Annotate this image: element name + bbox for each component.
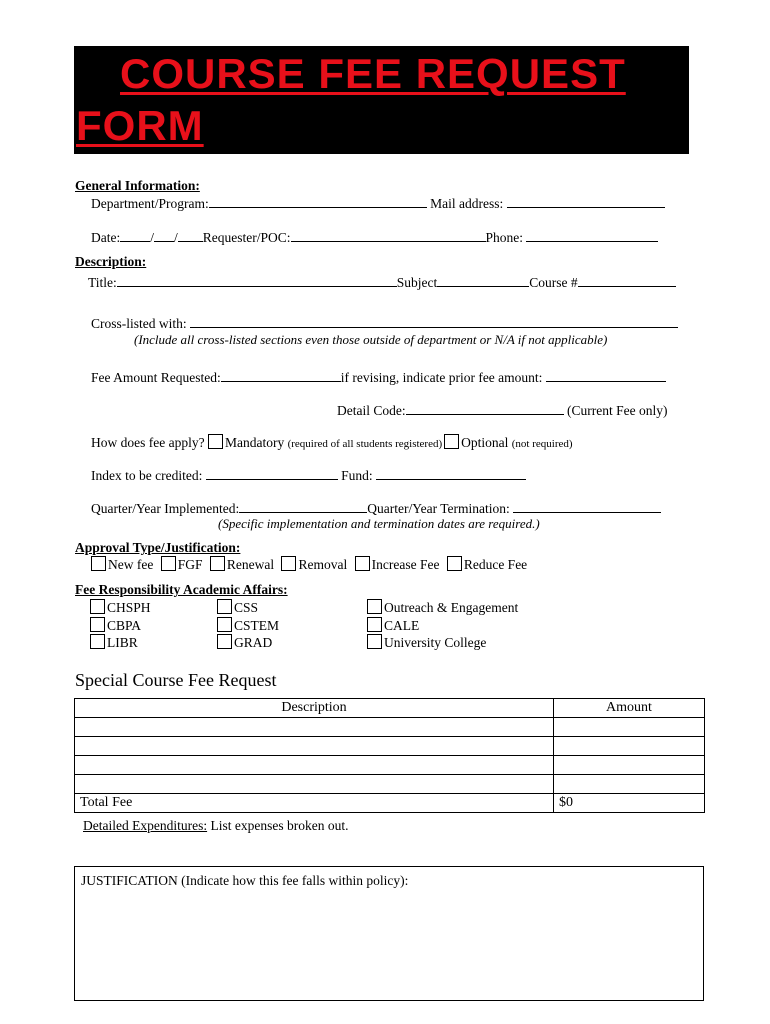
description-heading: Description: [75,254,147,269]
mandatory-note: (required of all students registered) [287,438,443,450]
fee-table [74,698,705,813]
mail-address-label: Mail address: [430,196,504,211]
table-row [75,737,705,756]
department-field[interactable] [209,195,427,208]
form-title-line1: COURSE FEE REQUEST [120,50,626,97]
total-fee-label: Total Fee [75,794,554,813]
detail-code-row [337,402,667,419]
renewal-checkbox[interactable] [210,556,225,571]
fee-apply-label: How does fee apply? [91,435,205,450]
quarter-termination-field[interactable] [513,500,661,513]
fee-amount-field[interactable] [221,369,341,382]
detailed-expenditures [83,818,348,834]
department-row [91,195,665,212]
quarter-year-note: (Specific implementation and termination dates are required.) [218,516,540,531]
date-separator: / [174,230,178,245]
title-row [88,274,676,291]
crosslisted-field[interactable] [190,315,678,328]
libr-checkbox[interactable] [90,634,105,649]
css-label: CSS [234,600,259,615]
date-month-field[interactable] [120,229,150,242]
new-fee-label: New fee [108,557,154,572]
total-row [75,794,705,813]
chsph-label: CHSPH [107,600,151,615]
description-cell[interactable] [75,756,554,775]
justification-box[interactable] [74,866,704,1001]
total-fee-value: $0 [554,794,705,813]
mail-address-field[interactable] [507,195,665,208]
grad-checkbox[interactable] [217,634,232,649]
course-number-label: Course # [529,275,578,290]
crosslisted-row [91,315,678,332]
responsibility-col3 [367,599,518,652]
course-number-field[interactable] [578,274,676,287]
chsph-checkbox[interactable] [90,599,105,614]
description-cell[interactable] [75,775,554,794]
special-fee-heading: Special Course Fee Request [75,670,277,690]
subject-label: Subject [396,275,438,290]
requester-label: Requester/POC: [202,230,291,245]
prior-fee-field[interactable] [546,369,666,382]
cbpa-label: CBPA [107,617,142,633]
date-row [91,229,658,246]
optional-note: (not required) [511,438,573,450]
grad-label: GRAD [234,635,273,650]
amount-cell[interactable] [554,737,705,756]
fee-amount-label: Fee Amount Requested: [91,370,221,385]
new-fee-checkbox[interactable] [91,556,106,571]
detailed-expenditures-text: List expenses broken out. [210,818,349,833]
approval-heading: Approval Type/Justification: [75,540,241,555]
department-label: Department/Program: [91,196,209,211]
optional-label: Optional [461,435,509,450]
fgf-checkbox[interactable] [161,556,176,571]
general-info-heading: General Information: [75,178,200,193]
table-row [75,718,705,737]
detail-code-note: (Current Fee only) [566,403,668,418]
amount-column-header: Amount [554,699,705,718]
prior-fee-label: if revising, indicate prior fee amount: [340,370,543,385]
date-day-field[interactable] [154,229,174,242]
cale-checkbox[interactable] [367,617,382,632]
title-field[interactable] [117,274,397,287]
renewal-label: Renewal [226,557,275,572]
description-cell[interactable] [75,718,554,737]
fee-apply-row [91,434,573,451]
index-field[interactable] [206,467,338,480]
outreach-label: Outreach & Engagement [384,600,519,615]
table-row [75,775,705,794]
detail-code-label: Detail Code: [337,403,406,418]
amount-cell[interactable] [554,756,705,775]
date-label: Date: [91,230,121,245]
detailed-expenditures-label: Detailed Expenditures: [83,818,208,833]
fgf-label: FGF [177,557,203,572]
crosslisted-note: (Include all cross-listed sections even those outside of department or N/A if not applicable) [134,332,608,347]
libr-label: LIBR [107,635,138,650]
increase-fee-label: Increase Fee [371,557,440,572]
cbpa-checkbox[interactable] [90,617,105,632]
phone-label: Phone: [485,230,524,245]
amount-cell[interactable] [554,718,705,737]
mandatory-checkbox[interactable] [208,434,223,449]
outreach-checkbox[interactable] [367,599,382,614]
description-column-header: Description [75,699,554,718]
cale-label: CALE [384,617,420,633]
date-year-field[interactable] [178,229,203,242]
detail-code-field[interactable] [406,402,564,415]
fee-amount-row [91,369,666,386]
phone-field[interactable] [526,229,658,242]
removal-checkbox[interactable] [281,556,296,571]
reduce-fee-checkbox[interactable] [447,556,462,571]
cstem-checkbox[interactable] [217,617,232,632]
requester-field[interactable] [291,229,486,242]
title-label: Title: [88,275,117,290]
description-cell[interactable] [75,737,554,756]
amount-cell[interactable] [554,775,705,794]
crosslisted-label: Cross-listed with: [91,316,187,331]
quarter-implemented-field[interactable] [239,500,367,513]
table-row [75,756,705,775]
fund-field[interactable] [376,467,526,480]
removal-label: Removal [298,557,348,572]
quarter-year-row [91,500,661,517]
responsibility-col2 [217,599,279,652]
quarter-termination-label: Quarter/Year Termination: [367,501,510,516]
fund-label: Fund: [341,468,373,483]
cstem-label: CSTEM [234,617,280,633]
reduce-fee-label: Reduce Fee [463,557,528,572]
university-college-label: University College [384,635,487,650]
responsibility-col1 [90,599,151,652]
justification-label: JUSTIFICATION (Indicate how this fee falls within policy): [81,873,409,888]
date-separator: / [150,230,155,245]
subject-field[interactable] [437,274,529,287]
form-title-line2: FORM [76,102,204,149]
quarter-implemented-label: Quarter/Year Implemented: [91,501,240,516]
mandatory-label: Mandatory [224,435,285,450]
university-college-checkbox[interactable] [367,634,382,649]
optional-checkbox[interactable] [444,434,459,449]
approval-options [91,556,527,573]
index-label: Index to be credited: [91,468,203,483]
responsibility-heading: Fee Responsibility Academic Affairs: [75,582,288,597]
index-row [91,467,526,484]
increase-fee-checkbox[interactable] [355,556,370,571]
css-checkbox[interactable] [217,599,232,614]
